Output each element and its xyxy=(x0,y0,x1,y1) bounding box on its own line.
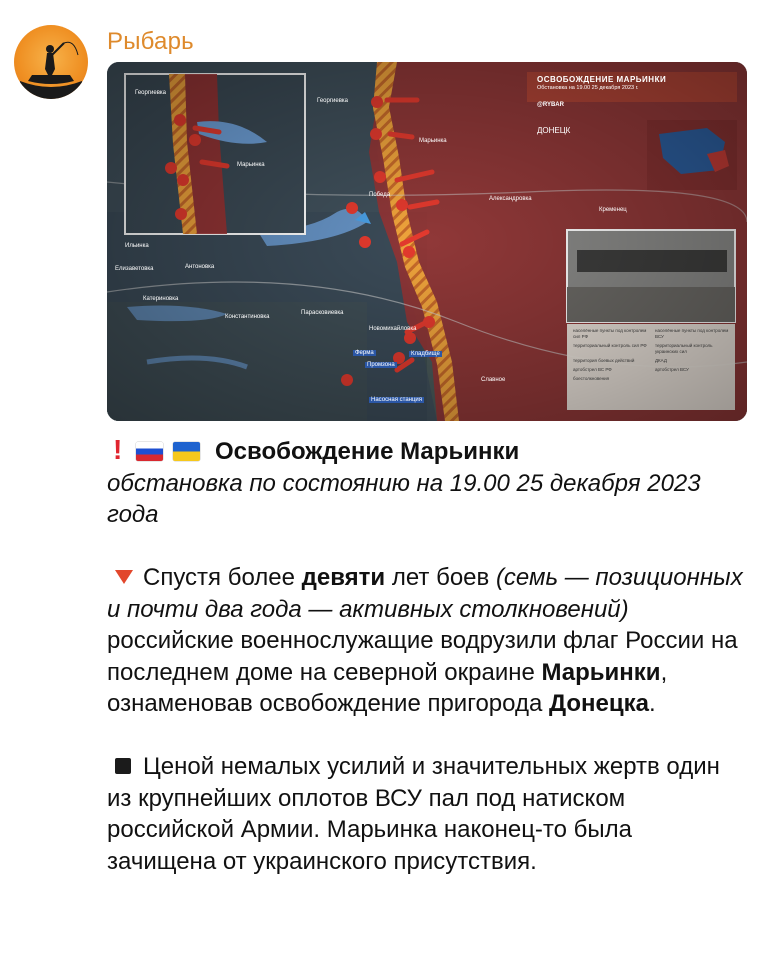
exclamation-icon: ! xyxy=(113,434,123,465)
russia-flag-icon xyxy=(136,442,163,461)
map-header-subtitle: Обстановка на 19.00 25 декабря 2023 г. xyxy=(537,85,639,91)
place-label-elizavetovka: Елизаветовка xyxy=(115,266,154,272)
map-header-title: ОСВОБОЖДЕНИЕ МАРЬИНКИ xyxy=(537,75,667,84)
place-label-ferma: Ферма xyxy=(355,350,374,356)
place-label-ilyinka: Ильинка xyxy=(125,243,149,249)
place-label-paraskoveevka: Парасковиевка xyxy=(301,310,344,316)
legend-item: артобстрел ВСУ xyxy=(655,367,689,372)
place-label-promzona: Промзона xyxy=(367,362,395,368)
place-label-pobeda: Победа xyxy=(369,192,391,198)
map-legend xyxy=(573,328,733,382)
fisherman-logo-icon xyxy=(14,25,88,99)
place-label-aleksandrovka: Александровка xyxy=(489,196,532,202)
channel-avatar[interactable] xyxy=(14,25,88,99)
place-label-kladbishche: Кладбище xyxy=(411,351,440,357)
legend-item: ДКАД xyxy=(655,358,667,363)
post-paragraph-2: Ценой немалых усилий и значительных жертв один из крупнейших оплотов ВСУ пал под натиском российской Армии. Марьинка наконец-то была зачищена от украинского присутствия. xyxy=(107,753,720,875)
post-title-line xyxy=(107,434,747,468)
place-label-donetsk: ДОНЕЦК xyxy=(537,126,571,135)
map-header-brand: @RYBAR xyxy=(537,102,564,108)
legend-item: территория боевых действий xyxy=(573,358,635,363)
place-label-georgievka: Георгиевка xyxy=(317,98,349,104)
post-title: Освобождение Марьинки xyxy=(215,438,520,465)
place-label-nasosnaya: Насосная станция xyxy=(371,397,423,403)
place-label-georgievka-inset: Георгиевка xyxy=(135,90,167,96)
legend-item: населённые пункты под контролем сил РФ xyxy=(573,328,647,339)
place-label-marinka-inset: Марьинка xyxy=(237,162,265,168)
channel-name[interactable]: Рыбарь xyxy=(107,28,194,55)
post-subtitle: обстановка по состоянию на 19.00 25 декабря 2023 года xyxy=(107,469,701,528)
legend-item: артобстрел ВС РФ xyxy=(573,367,612,372)
place-label-marinka: Марьинка xyxy=(419,138,447,144)
post-map-image[interactable] xyxy=(107,62,747,421)
legend-item: территориальный контроль украинских сил xyxy=(655,343,713,354)
black-square-icon xyxy=(115,758,131,774)
place-label-novomikhailovka: Новомихайловка xyxy=(369,326,417,332)
legend-item: территориальный контроль сил РФ xyxy=(573,343,647,348)
place-label-kremenets: Кременец xyxy=(599,207,627,213)
post-text xyxy=(107,434,747,877)
legend-item: боестолкновения xyxy=(573,376,610,381)
place-label-antonovka: Антоновка xyxy=(185,264,215,270)
place-label-katerinovka: Катериновка xyxy=(143,296,179,302)
place-label-slavnoe: Славное xyxy=(481,377,506,383)
red-triangle-icon xyxy=(115,570,133,584)
post-paragraph-1: Спустя более девяти лет боев (семь — позиционных и почти два года — активных столкновений) российские военнослужащие водрузили флаг России на последнем доме на северной окраине Марьинки, ознаменовав освобождение пригорода Донецка. xyxy=(107,564,743,717)
ukraine-flag-icon xyxy=(173,442,200,461)
place-label-konstantinovka: Константиновка xyxy=(225,314,270,320)
legend-item: населённые пункты под контролем ВСУ xyxy=(655,328,729,339)
